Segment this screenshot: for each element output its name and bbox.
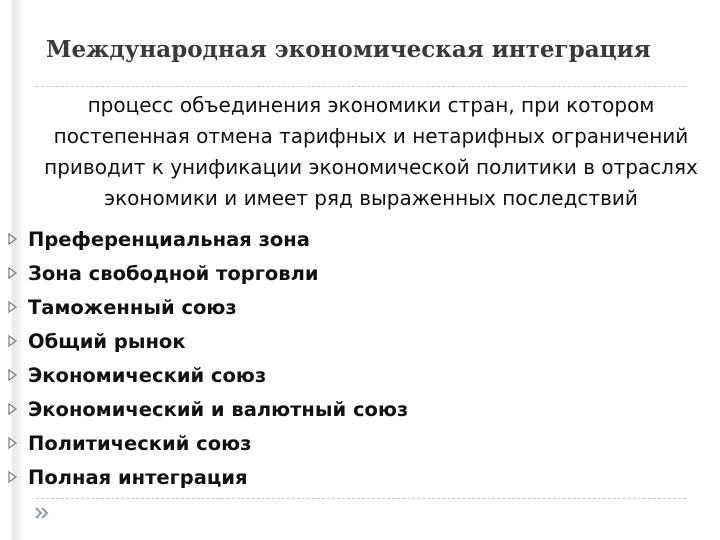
definition-line: экономики и имеет ряд выраженных последствий <box>104 186 638 210</box>
list-item-label: Зона свободной торговли <box>28 261 319 285</box>
triangle-right-outline-icon <box>8 335 28 347</box>
triangle-right-outline-icon <box>8 233 28 245</box>
definition-line: приводит к унификации экономической политики в отраслях <box>44 155 698 179</box>
list-item-label: Полная интеграция <box>28 465 248 489</box>
triangle-right-outline-icon <box>8 301 28 313</box>
top-divider <box>36 86 686 87</box>
triangle-right-outline-icon <box>8 403 28 415</box>
list-item <box>8 392 408 426</box>
triangle-right-outline-icon <box>8 267 28 279</box>
list-item-label: Экономический и валютный союз <box>28 397 409 421</box>
list-item-label: Политический союз <box>28 431 252 455</box>
list-item <box>8 324 408 358</box>
list-item <box>8 460 408 494</box>
list-item-label: Преференциальная зона <box>28 227 310 251</box>
list-item <box>8 290 408 324</box>
list-item <box>8 222 408 256</box>
integration-stages-list <box>8 222 408 494</box>
list-item-label: Экономический союз <box>28 363 267 387</box>
definition-text <box>28 90 714 214</box>
definition-line: постепенная отмена тарифных и нетарифных ограничений <box>53 124 689 148</box>
triangle-right-outline-icon <box>8 437 28 449</box>
triangle-right-outline-icon <box>8 471 28 483</box>
list-item <box>8 256 408 290</box>
list-item <box>8 426 408 460</box>
bottom-divider <box>36 498 686 499</box>
slide-title: Международная экономическая интеграция <box>46 36 651 63</box>
definition-line: процесс объединения экономики стран, при котором <box>87 93 655 117</box>
triangle-right-outline-icon <box>8 369 28 381</box>
list-item-label: Общий рынок <box>28 329 186 353</box>
list-item-label: Таможенный союз <box>28 295 237 319</box>
list-item <box>8 358 408 392</box>
double-chevron-right-icon[interactable] <box>34 505 50 524</box>
